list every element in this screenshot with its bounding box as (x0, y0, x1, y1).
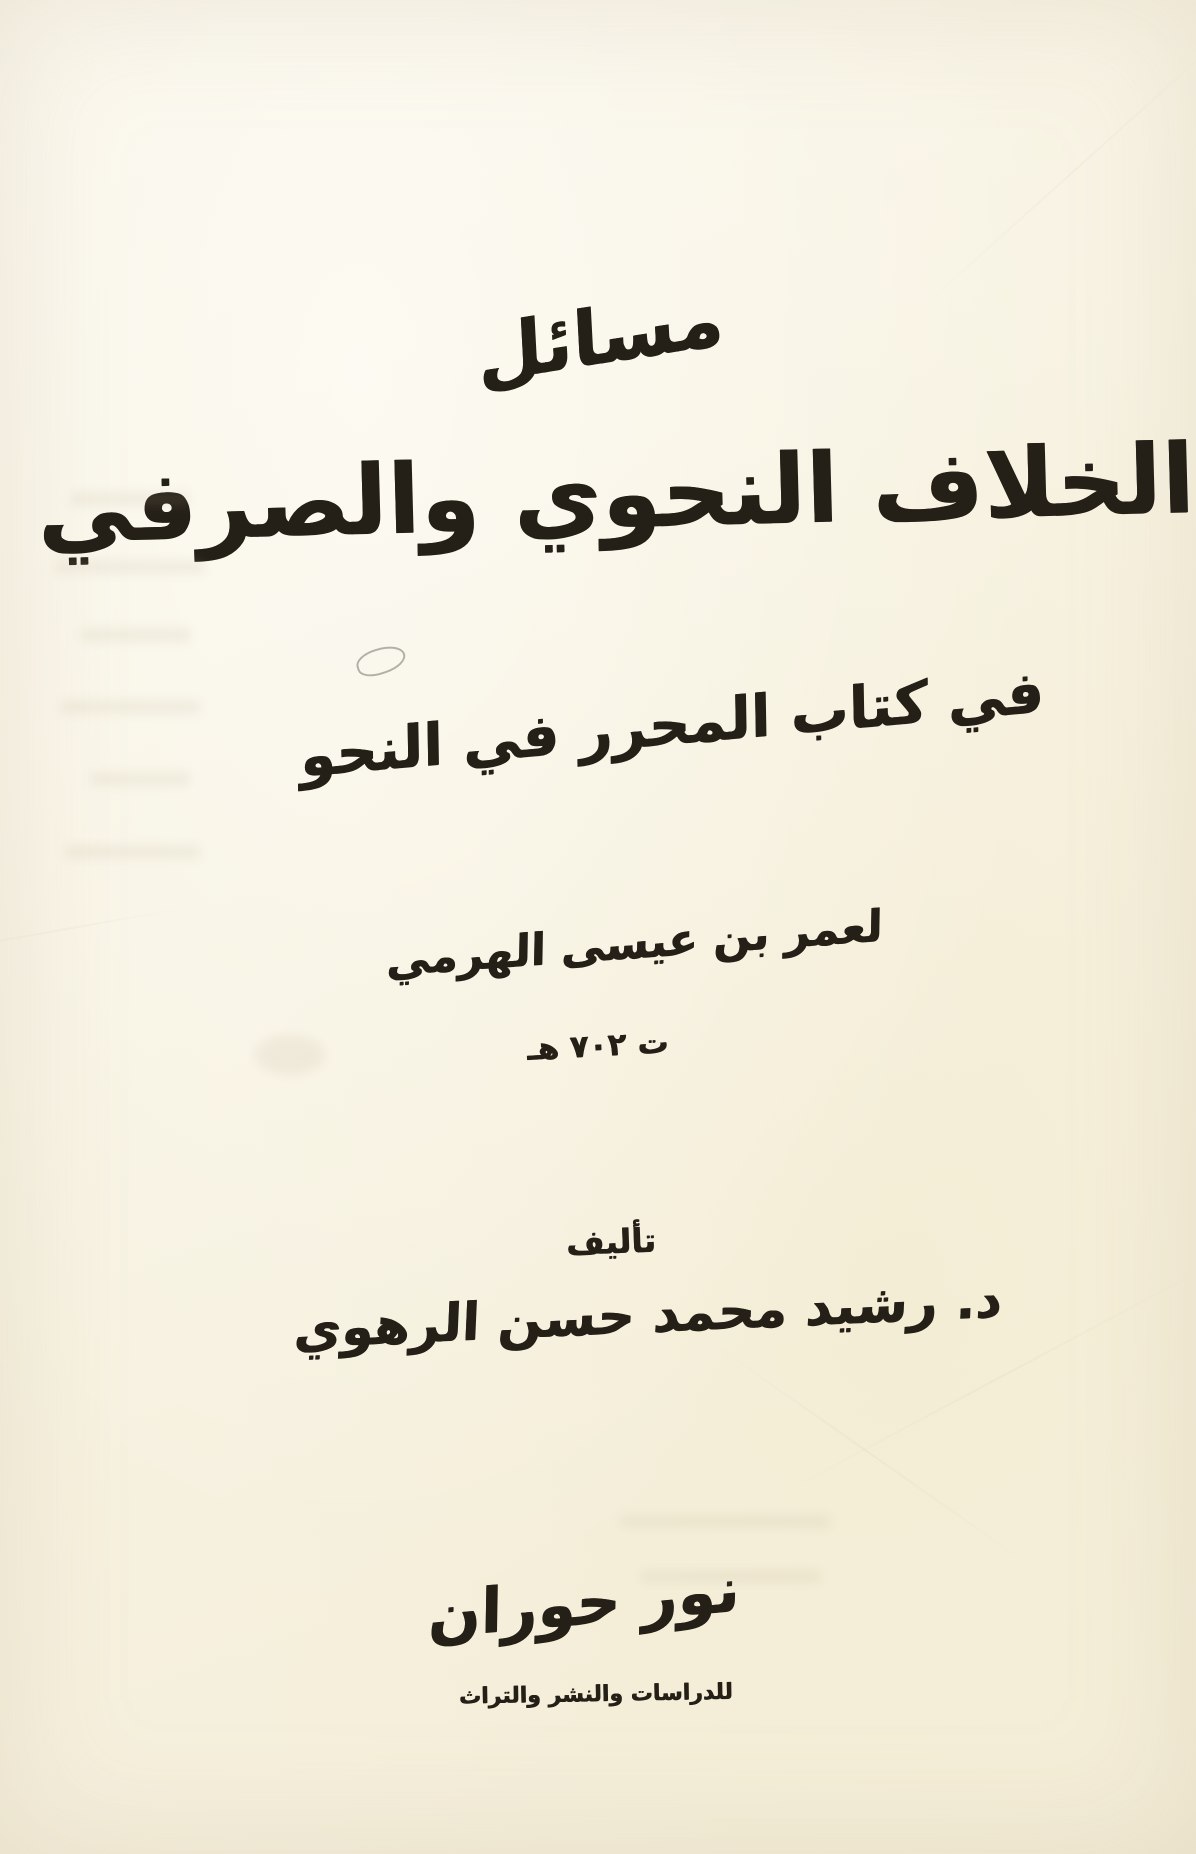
paper-crease (918, 29, 1196, 312)
calligraphy-flourish (353, 641, 409, 681)
paper-crease (0, 906, 189, 953)
show-through-smudge (255, 1035, 325, 1075)
book-title: الخلاف النحوي والصرفي (35, 422, 1196, 566)
series-word: مسائل (474, 272, 726, 401)
show-through-smudge (65, 845, 200, 859)
editor-author-name: د. رشيد محمد حسن الرهوي (292, 1269, 1004, 1361)
show-through-smudge (60, 700, 200, 714)
show-through-smudge (80, 628, 190, 642)
publisher-logo-text: نور حوران (427, 1552, 741, 1653)
paper-crease (692, 1329, 1037, 1572)
show-through-smudge (620, 1515, 830, 1528)
publisher-tagline: للدراسات والنشر والتراث (458, 1679, 734, 1710)
show-through-smudge (90, 772, 190, 786)
original-author-attribution: لعمر بن عيسى الهرمي (385, 900, 883, 987)
book-subtitle: في كتاب المحرر في النحو (299, 657, 1045, 791)
byline-label: تأليف (565, 1220, 657, 1263)
death-date: ت ٧٠٢ هـ (526, 1024, 670, 1068)
